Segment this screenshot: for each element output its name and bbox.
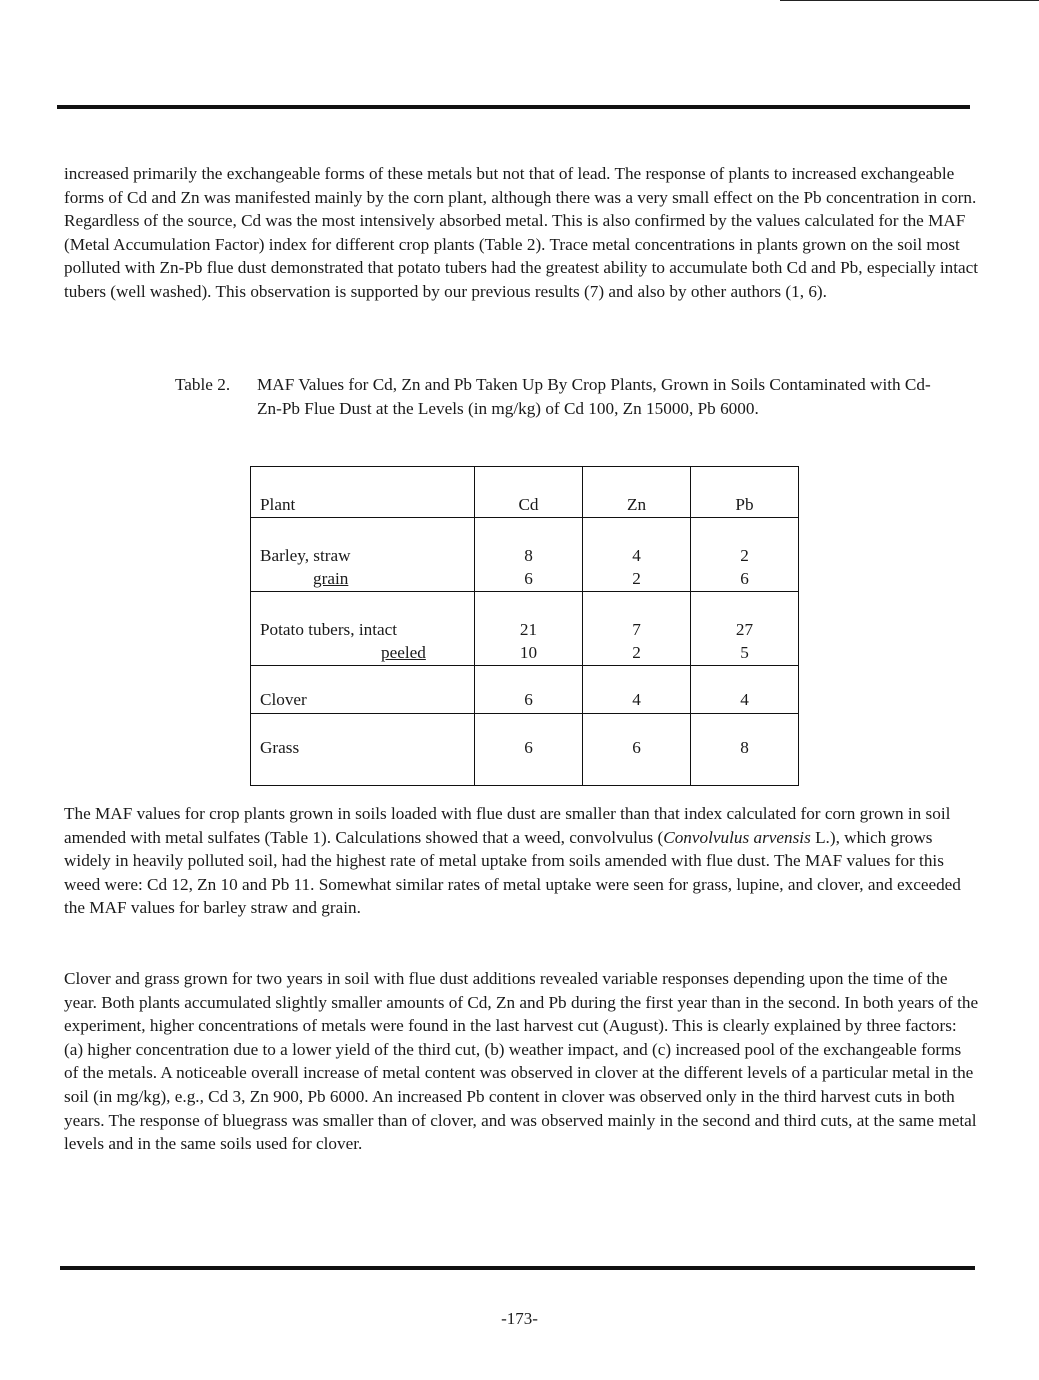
- zn-value: 4: [583, 665, 691, 713]
- zn-value: 6: [583, 713, 691, 785]
- pb-value: 27: [735, 619, 754, 639]
- plant-subpart: grain: [313, 569, 349, 589]
- plant-name: Clover: [251, 665, 475, 713]
- plant-name: Grass: [251, 713, 475, 785]
- zn-value: 4: [632, 545, 641, 565]
- zn-value: 7: [632, 619, 641, 639]
- pb-value: 2: [740, 545, 749, 565]
- top-corner-line: [780, 0, 1039, 1]
- table-caption-text: MAF Values for Cd, Zn and Pb Taken Up By Crop Plants, Grown in Soils Contaminated with Cd-Zn-Pb Flue Dust at the Levels (in mg/kg) of Cd 100, Zn 15000, Pb 6000.: [257, 375, 931, 418]
- pb-cell: [691, 591, 799, 665]
- cd-value: 6: [475, 665, 583, 713]
- header-plant: Plant: [251, 467, 475, 518]
- pb-value: 8: [691, 713, 799, 785]
- header-pb: Pb: [691, 467, 799, 518]
- footer-rule: [60, 1266, 975, 1270]
- header-cd: Cd: [475, 467, 583, 518]
- pb-value-2: 6: [740, 569, 749, 589]
- pb-cell: [691, 517, 799, 591]
- cd-cell: [475, 517, 583, 591]
- cd-value: 21: [519, 619, 538, 639]
- plant-name: Potato tubers, intact: [260, 619, 397, 639]
- header-rule: [57, 105, 970, 109]
- table-label: Table 2.: [175, 375, 231, 394]
- header-zn: Zn: [583, 467, 691, 518]
- cd-value-2: 6: [524, 569, 533, 589]
- paragraph-maf-text-b: L.), which grows widely in heavily polluted soil, had the highest rate of metal uptake from soils amended with flue dust. The MAF values for this weed were: Cd 12, Zn 10 and Pb 11. Somewhat similar rates of metal uptake were seen for grass, lupine, and clover, and exceeded the MAF values for barley straw and grain.: [64, 827, 961, 918]
- zn-cell: [583, 517, 691, 591]
- zn-value-2: 2: [632, 643, 641, 663]
- plant-subpart: peeled: [381, 643, 426, 663]
- paragraph-maf-text-a: The MAF values for crop plants grown in soils loaded with flue dust are smaller than that index calculated for corn grown in soil amended with metal sulfates (Table 1). Calculations showed that a weed, convolvulus (: [64, 804, 951, 847]
- table-row: [251, 517, 799, 591]
- paragraph-clover-grass: Clover and grass grown for two years in soil with flue dust additions revealed variable responses depending upon the time of the year. Both plants accumulated slightly smaller amounts of Cd, Zn and Pb during the first year than in the second. In both years of the experiment, higher concentrations of metals were found in the last harvest cut (August). This is clearly explained by three factors: (a) higher concentration due to a lower yield of the third cut, (b) weather impact, and (c) increased pool of the exchangeable forms of the metals. A noticeable overall increase of metal content was observed in clover at the different levels of a particular metal in the soil (in mg/kg), e.g., Cd 3, Zn 900, Pb 6000. An increased Pb content in clover was observed only in the third harvest cuts in both years. The response of bluegrass was smaller than of clover, and was observed mainly in the second and third cuts, at the same metal levels and in the same soils used for clover.: [64, 969, 979, 1154]
- table-row: [251, 713, 799, 785]
- pb-value: 4: [691, 665, 799, 713]
- paragraph-intro: increased primarily the exchangeable forms of these metals but not that of lead. The response of plants to increased exchangeable forms of Cd and Zn was manifested mainly by the corn plant, although there was a very small effect on the Pb concentration in corn. Regardless of the source, Cd was the most intensively absorbed metal. This is also confirmed by the values calculated for the MAF (Metal Accumulation Factor) index for different crop plants (Table 2). Trace metal concentrations in plants grown on the soil most polluted with Zn-Pb flue dust demonstrated that potato tubers had the greatest ability to accumulate both Cd and Pb, especially intact tubers (well washed). This observation is supported by our previous results (7) and also by other authors (1, 6).: [64, 164, 979, 301]
- maf-table: [250, 466, 799, 786]
- cd-value-2: 10: [519, 643, 538, 663]
- table-row: [251, 665, 799, 713]
- cd-cell: [475, 591, 583, 665]
- zn-value-2: 2: [632, 569, 641, 589]
- plant-cell: [251, 517, 475, 591]
- cd-value: 8: [524, 545, 533, 565]
- paragraph-maf-values: [64, 802, 979, 920]
- page-number: -173-: [501, 1309, 538, 1328]
- species-name: Convolvulus arvensis: [663, 827, 811, 847]
- table-row: [251, 591, 799, 665]
- pb-value-2: 5: [740, 643, 749, 663]
- zn-cell: [583, 591, 691, 665]
- plant-cell: [251, 591, 475, 665]
- table-header-row: [251, 467, 799, 518]
- plant-name: Barley, straw: [260, 545, 351, 565]
- cd-value: 6: [475, 713, 583, 785]
